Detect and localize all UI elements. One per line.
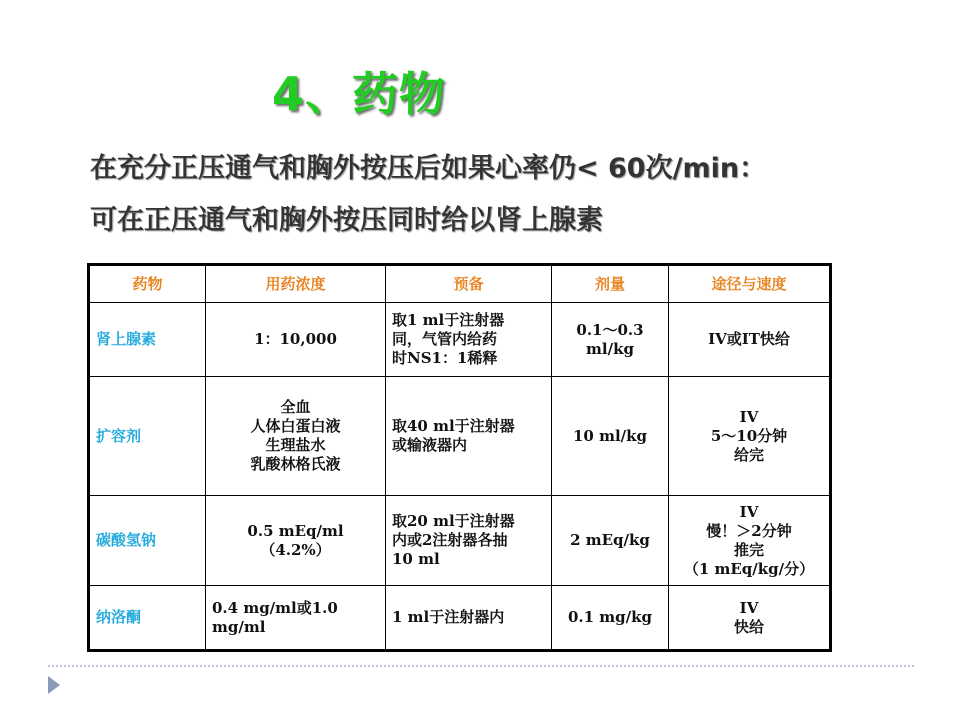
drug-name: 纳洛酮 (89, 586, 206, 651)
cell-line: 取40 ml于注射器 (392, 417, 515, 435)
table-header-row (89, 265, 831, 303)
cell-line: 0.4 mg/ml或1.0 (212, 598, 338, 617)
cell-line: IV或IT快给 (708, 330, 790, 348)
subtitle-line-1: 在充分正压通气和胸外按压后如果心率仍< 60次/min： (90, 153, 767, 184)
slide-title: 4、药物 (272, 67, 447, 121)
concentration-cell (206, 586, 386, 651)
cell-line: mg/ml (212, 617, 266, 636)
footer-divider (48, 665, 914, 667)
drug-name: 扩容剂 (89, 377, 206, 496)
cell-line: ml/kg (586, 339, 634, 358)
route-cell (669, 377, 831, 496)
header-drug: 药物 (89, 265, 206, 303)
header-preparation: 预备 (386, 265, 552, 303)
drug-name: 碳酸氢钠 (89, 496, 206, 586)
dose-cell (552, 586, 669, 651)
subtitle-line-2: 可在正压通气和胸外按压同时给以肾上腺素 (90, 205, 603, 236)
cell-line: 内或2注射器各抽 (392, 531, 508, 549)
cell-line: IV (739, 502, 759, 521)
cell-line: 0.1～0.3 (576, 320, 644, 339)
concentration-cell (206, 377, 386, 496)
concentration-cell (206, 496, 386, 586)
table-row (89, 496, 831, 586)
cell-line: 乳酸林格氏液 (250, 455, 341, 473)
cell-line: IV (739, 407, 759, 426)
dose-cell (552, 496, 669, 586)
route-cell (669, 496, 831, 586)
cell-line: 取20 ml于注射器 (392, 512, 515, 530)
table-row (89, 586, 831, 651)
cell-line: 1 ml于注射器内 (392, 608, 505, 626)
cell-line: 推完 (733, 540, 764, 559)
cell-line: 给完 (733, 445, 764, 464)
cell-line: 10 ml/kg (572, 426, 648, 445)
cell-line: 时NS1：1稀释 (392, 349, 498, 367)
header-concentration: 用药浓度 (206, 265, 386, 303)
cell-line: 0.5 mEq/ml (247, 521, 344, 540)
preparation-cell (386, 586, 552, 651)
route-cell (669, 586, 831, 651)
table-row (89, 303, 831, 377)
cell-line: 0.1 mg/kg (567, 608, 653, 626)
drug-name: 肾上腺素 (89, 303, 206, 377)
cell-line: 5～10分钟 (710, 426, 788, 445)
concentration-cell (206, 303, 386, 377)
drug-table (87, 263, 832, 652)
play-arrow-icon[interactable] (48, 676, 60, 694)
cell-line: （1 mEq/kg/分） (683, 559, 815, 578)
cell-line: 1：10,000 (254, 330, 337, 348)
header-dose: 剂量 (552, 265, 669, 303)
cell-line: 全血 (280, 398, 311, 416)
cell-line: 人体白蛋白液 (250, 417, 341, 435)
dose-cell (552, 303, 669, 377)
preparation-cell (386, 303, 552, 377)
route-cell (669, 303, 831, 377)
dose-cell (552, 377, 669, 496)
cell-line: 快给 (733, 617, 764, 636)
table-row (89, 377, 831, 496)
cell-line: （4.2%） (260, 540, 331, 559)
preparation-cell (386, 496, 552, 586)
cell-line: 慢！＞2分钟 (706, 521, 792, 540)
preparation-cell (386, 377, 552, 496)
cell-line: 生理盐水 (265, 436, 326, 454)
cell-line: 或输液器内 (392, 436, 468, 454)
cell-line: 取1 ml于注射器 (392, 311, 505, 329)
header-route: 途径与速度 (669, 265, 831, 303)
cell-line: 2 mEq/kg (570, 531, 650, 549)
cell-line: 10 ml (392, 550, 440, 568)
cell-line: IV (739, 598, 759, 617)
cell-line: 同，气管内给药 (392, 330, 498, 348)
